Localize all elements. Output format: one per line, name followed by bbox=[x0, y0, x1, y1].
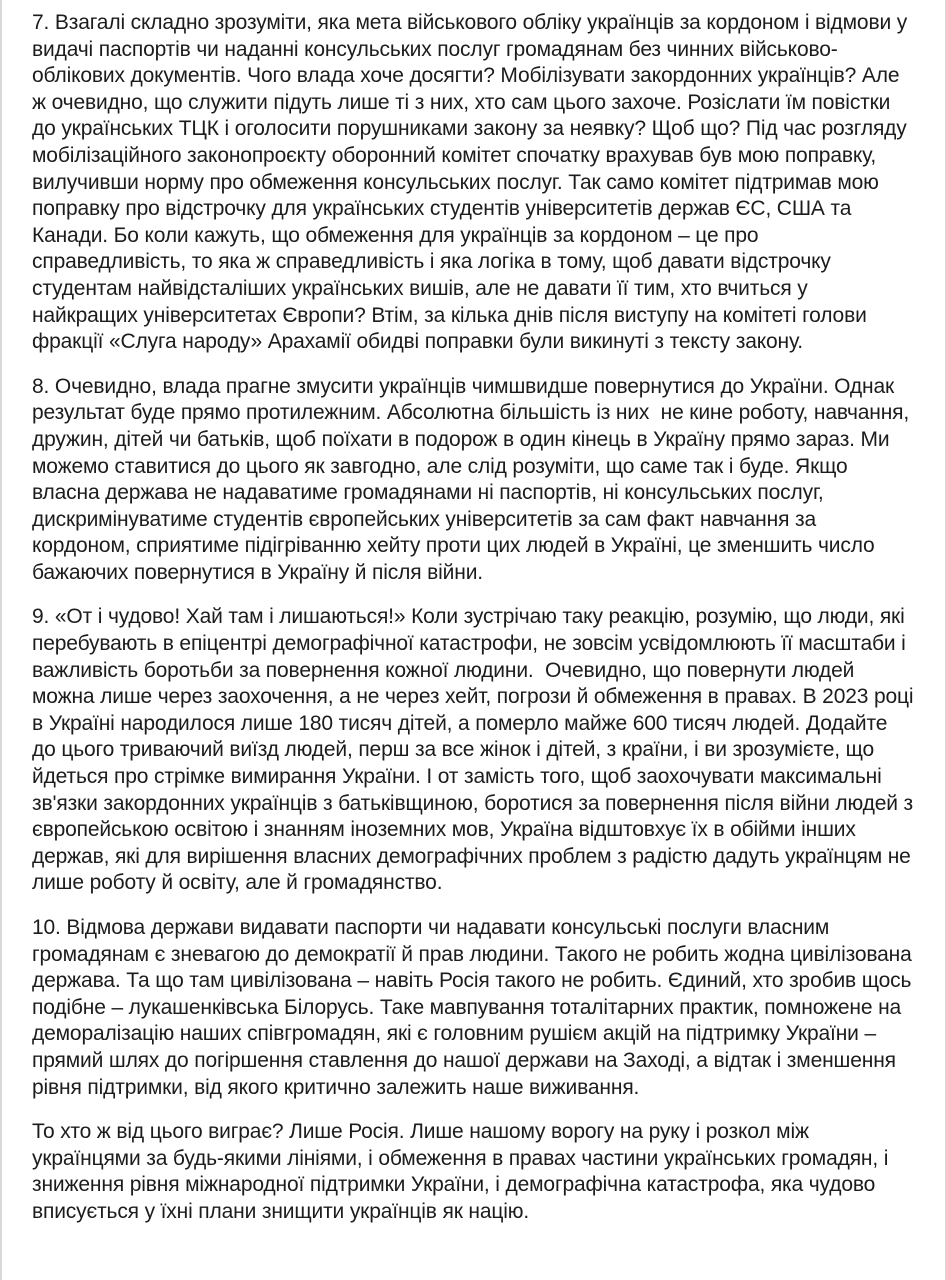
paragraph-9: 9. «От і чудово! Хай там і лишаються!» Коли зустрічаю таку реакцію, розумію, що люди, які перебувають в епіцентрі демографічної катастрофи, не зовсім усвідомлюють її масштаби і важливість боротьби за повернення кожної людини. Очевидно, що повернути людей можна лише через заохочення, а не через хейт, погрози й обмеження в правах. В 2023 році в Україні народилося лише 180 тисяч дітей, а померло майже 600 тисяч людей. Додайте до цього триваючий виїзд людей, перш за все жінок і дітей, з країни, і ви зрозумієте, що йдеться про стрімке вимирання України. І от замість того, щоб заохочувати максимальні зв'язки закордонних українців з батьківщиною, боротися за повернення після війни людей з європейською освітою і знанням іноземних мов, Україна відштовхує їх в обійми інших держав, які для вирішення власних демографічних проблем з радістю дадуть українцям не лише роботу й освіту, але й громадянство. bbox=[32, 605, 920, 895]
paragraph-10: 10. Відмова держави видавати паспорти чи надавати консульські послуги власним громадянам є зневагою до демократії й прав людини. Такого не робить жодна цивілізована держава. Та що там цивілізована – навіть Росія такого не робить. Єдиний, хто зробив щось подібне – лукашенківська Білорусь. Таке мавпування тоталітарних практик, помножене на деморалізацію наших співгромадян, які є головним рушієм акцій на підтримку України – прямий шлях до погіршення ставлення до нашої держави на Заході, а відтак і зменшення рівня підтримки, від якого критично залежить наше виживання. bbox=[32, 916, 918, 1099]
paragraph-closing: То хто ж від цього виграє? Лише Росія. Лише нашому ворогу на руку і розкол між українцями за будь-якими лініями, і обмеження в правах частини українських громадян, і зниження рівня міжнародної підтримки України, і демографічна катастрофа, яка чудово вписується у їхні плани знищити українців як націю. bbox=[32, 1120, 894, 1223]
document-body bbox=[32, 10, 920, 1226]
paragraph-7: 7. Взагалі складно зрозуміти, яка мета військового обліку українців за кордоном і відмови у видачі паспортів чи наданні консульських послуг громадянам без чинних військово-облікових документів. Чого влада хоче досягти? Мобілізувати закордонних українців? Але ж очевидно, що служити підуть лише ті з них, хто сам цього захоче. Розіслати їм повістки до українських ТЦК і оголосити порушниками закону за неявку? Щоб що? Під час розгляду мобілізаційного законопроєкту оборонний комітет спочатку врахував був мою поправку, вилучивши норму про обмеження консульських послуг. Так само комітет підтримав мою поправку про відстрочку для українських студентів університетів держав ЄС, США та Канади. Бо коли кажуть, що обмеження для українців за кордоном – це про справедливість, то яка ж справедливість і яка логіка в тому, щоб давати відстрочку студентам найвідсталіших українських вишів, але не давати її тим, хто вчиться у найкращих університетах Європи? Втім, за кілька днів після виступу на комітеті голови фракції «Слуга народу» Арахамії обидві поправки були викинуті з тексту закону. bbox=[32, 11, 913, 354]
paragraph-8: 8. Очевидно, влада прагне змусити українців чимшвидше повернутися до України. Однак результат буде прямо протилежним. Абсолютна більшість із них не кине роботу, навчання, дружин, дітей чи батьків, щоб поїхати в подорож в один кінець в Україну прямо зараз. Ми можемо ставитися до цього як завгодно, але слід розуміти, що саме так і буде. Якщо власна держава не надаватиме громадянами ні паспортів, ні консульських послуг, дискримінуватиме студентів європейських університетів за сам факт навчання за кордоном, сприятиме підігріванню хейту проти цих людей в Україні, це зменшить число бажаючих повернутися в Україну й після війни. bbox=[32, 374, 915, 584]
